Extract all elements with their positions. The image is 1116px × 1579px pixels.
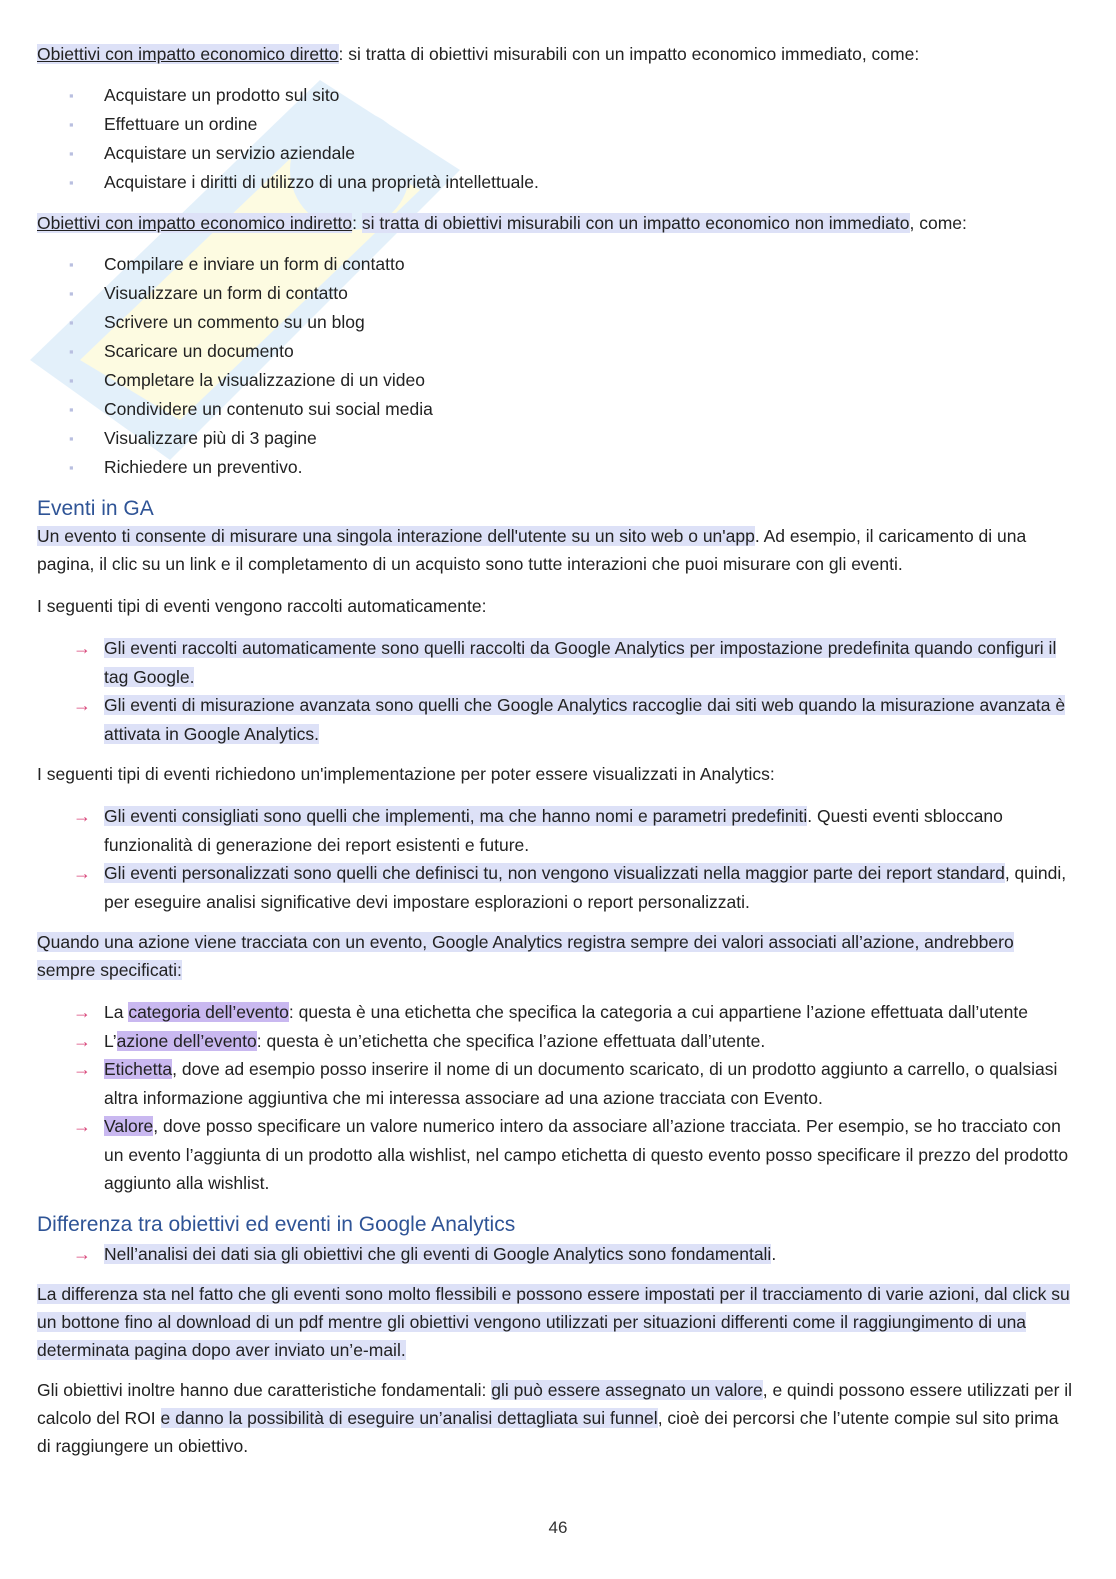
arrow-icon: → <box>73 638 91 658</box>
difference-list <box>37 1240 1073 1269</box>
auto-events-list <box>37 634 1073 748</box>
term-direct-goals: Obiettivi con impatto economico diretto <box>37 44 339 64</box>
arrow-icon: → <box>73 863 91 883</box>
list-item: ▪ Acquistare i diritti di utilizzo di una proprietà intellettuale. <box>37 168 1073 197</box>
list-item: ▪ Visualizzare più di 3 pagine <box>37 424 1073 453</box>
p-goals-features: Gli obiettivi inoltre hanno due caratteristiche fondamentali: gli può essere assegnato un valore, e quindi possono essere utilizzati per il calcolo del ROI e danno la possibilità di eseguire un’analisi dettagliata sui funnel, cioè dei percorsi che l’utente compie sul sito prima di raggiungere un obiettivo. <box>37 1380 1073 1456</box>
indirect-goals-list <box>37 250 1073 482</box>
p-difference: La differenza sta nel fatto che gli eventi sono molto flessibili e possono essere impostati per il tracciamento di varie azioni, dal click su un bottone fino al download di un pdf mentre gli obiettivi vengono utilizzati per situazioni differenti come il raggiungimento di una determinata pagina dopo aver inviato un’e-mail. <box>37 1284 1070 1360</box>
list-item: → Nell’analisi dei dati sia gli obiettivi che gli eventi di Google Analytics sono fondamentali. <box>37 1240 1073 1269</box>
p-auto-intro: I seguenti tipi di eventi vengono raccolti automaticamente: <box>37 596 487 616</box>
document-page <box>37 40 1073 1460</box>
impl-events-list <box>37 802 1073 916</box>
list-item: ▪ Completare la visualizzazione di un video <box>37 366 1073 395</box>
list-item: ▪ Acquistare un servizio aziendale <box>37 139 1073 168</box>
list-item: ▪ Visualizzare un form di contatto <box>37 279 1073 308</box>
list-item: → Gli eventi di misurazione avanzata sono quelli che Google Analytics raccoglie dai siti web quando la misurazione avanzata è attivata in Google Analytics. <box>37 691 1073 748</box>
arrow-icon: → <box>73 695 91 715</box>
list-item: ▪ Effettuare un ordine <box>37 110 1073 139</box>
arrow-icon: → <box>73 1059 91 1079</box>
term-value: Valore <box>104 1116 154 1136</box>
list-item: ▪ Condividere un contenuto sui social media <box>37 395 1073 424</box>
event-fields-list <box>37 998 1073 1198</box>
heading-events: Eventi in GA <box>37 497 154 520</box>
p-track-intro: Quando una azione viene tracciata con un evento, Google Analytics registra sempre dei valori associati all’azione, andrebbero sempre specificati: <box>37 932 1014 980</box>
list-item: ▪ Richiedere un preventivo. <box>37 453 1073 482</box>
list-item: → Gli eventi consigliati sono quelli che implementi, ma che hanno nomi e parametri predefiniti. Questi eventi sbloccano funzionalità di generazione dei report esistenti e future. <box>37 802 1073 859</box>
direct-goals-list <box>37 81 1073 197</box>
list-item: ▪ Compilare e inviare un form di contatto <box>37 250 1073 279</box>
list-item: → La categoria dell’evento: questa è una etichetta che specifica la categoria a cui appartiene l’azione effettuata dall’utente <box>37 998 1073 1027</box>
p-direct-goals: Obiettivi con impatto economico diretto: si tratta di obiettivi misurabili con un impatto economico immediato, come: <box>37 44 920 64</box>
list-item: ▪ Acquistare un prodotto sul sito <box>37 81 1073 110</box>
term-indirect-goals: Obiettivi con impatto economico indiretto <box>37 213 353 233</box>
term-category: categoria dell’evento <box>128 1002 289 1022</box>
arrow-icon: → <box>73 1116 91 1136</box>
list-item: → Gli eventi personalizzati sono quelli che definisci tu, non vengono visualizzati nella maggior parte dei report standard, quindi, per eseguire analisi significative devi impostare esplorazioni o report personalizzati. <box>37 859 1073 916</box>
p-impl-intro: I seguenti tipi di eventi richiedono un'implementazione per poter essere visualizzati in Analytics: <box>37 764 775 784</box>
arrow-icon: → <box>73 806 91 826</box>
list-item: → L’azione dell’evento: questa è un’etichetta che specifica l’azione effettuata dall’utente. <box>37 1027 1073 1056</box>
page-number: 46 <box>548 1518 568 1537</box>
list-item: ▪ Scrivere un commento su un blog <box>37 308 1073 337</box>
list-item: → Valore, dove posso specificare un valore numerico intero da associare all’azione tracciata. Per esempio, se ho tracciato con un evento l’aggiunta di un prodotto alla wishlist, nel campo etichetta di questo evento posso specificare il prezzo del prodotto aggiunto alla wishlist. <box>37 1112 1073 1198</box>
arrow-icon: → <box>73 1002 91 1022</box>
list-item: → Gli eventi raccolti automaticamente sono quelli raccolti da Google Analytics per impostazione predefinita quando configuri il tag Google. <box>37 634 1073 691</box>
p-indirect-goals: Obiettivi con impatto economico indiretto: si tratta di obiettivi misurabili con un impatto economico non immediato, come: <box>37 213 967 233</box>
list-item: ▪ Scaricare un documento <box>37 337 1073 366</box>
list-item: → Etichetta, dove ad esempio posso inserire il nome di un documento scaricato, di un prodotto aggiunto a carrello, o qualsiasi altra informazione aggiuntiva che mi interessa associare ad una azione tracciata con Evento. <box>37 1055 1073 1112</box>
p-events-intro: Un evento ti consente di misurare una singola interazione dell'utente su un sito web o un'app. Ad esempio, il caricamento di una pagina, il clic su un link e il completamento di un acquisto sono tutte interazioni che puoi misurare con gli eventi. <box>37 526 1027 574</box>
term-action: azione dell’evento <box>116 1030 257 1051</box>
arrow-icon: → <box>73 1243 91 1264</box>
arrow-icon: → <box>73 1030 91 1051</box>
term-label: Etichetta <box>104 1059 173 1079</box>
heading-difference: Differenza tra obiettivi ed eventi in Google Analytics <box>37 1212 516 1236</box>
